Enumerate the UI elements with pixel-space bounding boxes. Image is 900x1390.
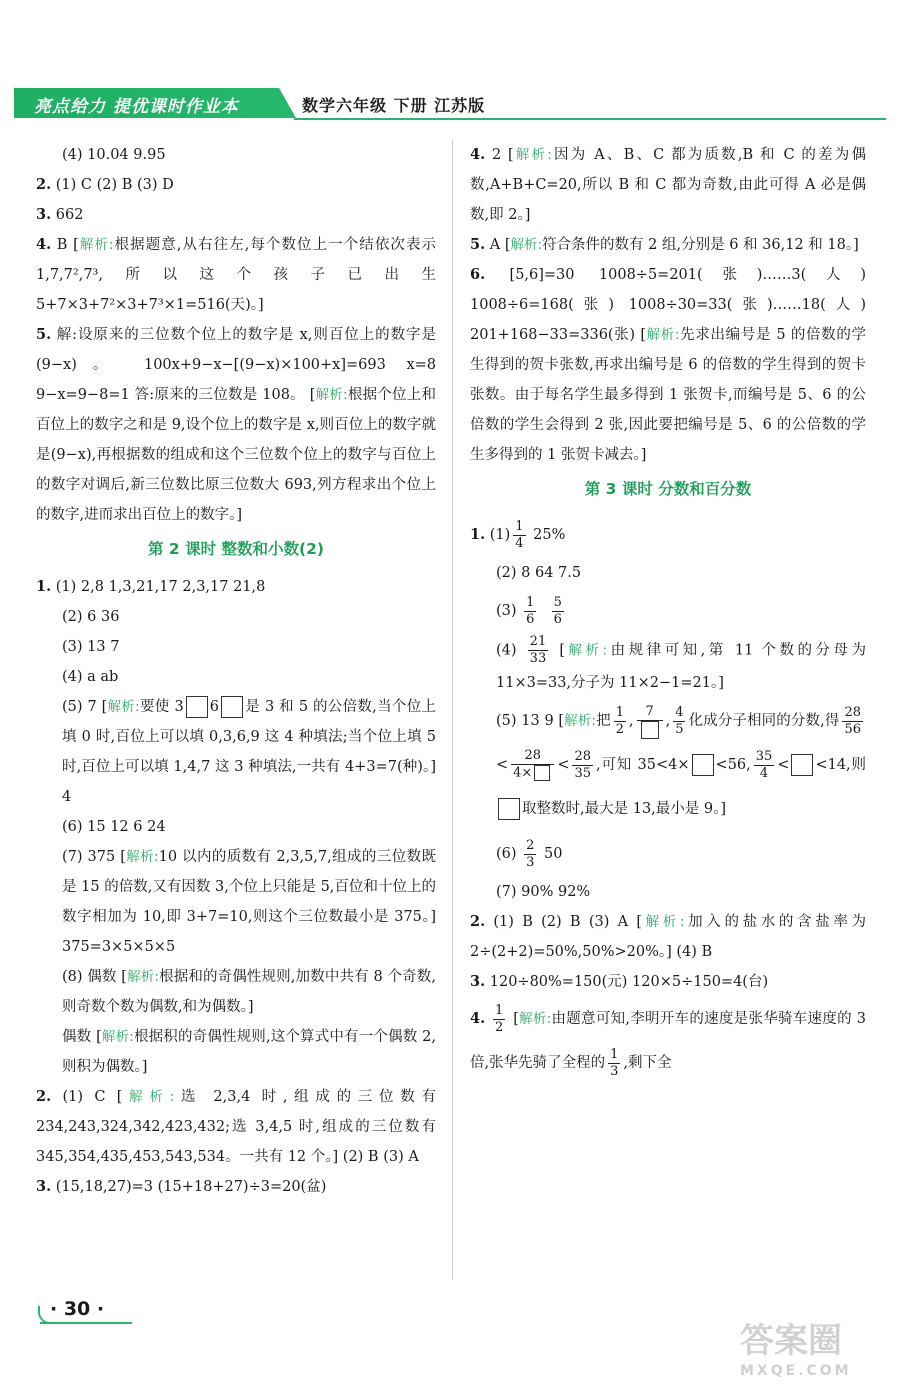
numerator: 4: [675, 704, 684, 720]
analysis-label: 解析:: [122, 1089, 175, 1105]
question-number: 1.: [470, 526, 486, 543]
analysis-label: 解析:: [315, 387, 348, 403]
fraction: [524, 838, 536, 871]
analysis-text: 取整数时,最大是 13,最小是 9。]: [522, 801, 727, 817]
analysis-label: 解析:: [642, 914, 685, 930]
analysis-label: 解析:: [101, 1029, 134, 1045]
numerator: 21: [529, 634, 547, 649]
numerator: 2: [526, 837, 535, 853]
footer-rule: [40, 1322, 132, 1324]
answer-text: (5) 7 [: [62, 699, 108, 715]
analysis-text: 根据题意,从右往左,每个数位上一个结依次表示 1,7,7²,7³,所以这个孩子已出生 5+7×3+7²×3+7³×1=516(天)。]: [36, 237, 437, 313]
answer-line: [36, 692, 436, 812]
answer-1: [470, 512, 866, 558]
numerator: 35: [755, 748, 773, 764]
fraction: [513, 519, 525, 552]
analysis-text: ,剩下全: [623, 1055, 672, 1071]
blank-box: [692, 754, 714, 776]
analysis-text: 根据和的奇偶性规则,加数中共有 8 个奇数,则奇数个数为偶数,和为偶数。]: [62, 969, 436, 1015]
question-number: 6.: [470, 266, 486, 283]
answer-text: (1): [485, 527, 511, 543]
denominator: 35: [574, 765, 592, 781]
answer-line: [470, 831, 866, 877]
analysis-label: 解析:: [513, 147, 552, 163]
analysis-text: ,可知 35<4×: [596, 757, 690, 773]
answer-line: [36, 842, 436, 962]
answer-text: (6): [496, 846, 517, 862]
blank-box: [221, 696, 243, 718]
answer-line: (7) 90% 92%: [496, 884, 591, 900]
fraction: [842, 705, 863, 738]
numerator: 1: [495, 1002, 504, 1018]
blank-box: [498, 798, 520, 820]
answer-text: (1) B (2) B (3) A [: [485, 914, 643, 930]
numerator: 5: [553, 594, 562, 610]
analysis-text: 是 3 和 5 的公倍数,当个位上填 0 时,百位上可以填 0,3,6,9 这 4 种填法;当个位上填 5 时,百位上可以填 1,4,7 这 3 种填法,一共有 4+3=7(种)。] 4: [62, 699, 436, 805]
answer-text: [: [551, 642, 565, 659]
fraction: [572, 749, 593, 782]
header-subtitle: 数学六年级 下册 江苏版: [302, 96, 486, 115]
answer-line: [36, 962, 436, 1022]
analysis-label: 解析:: [125, 849, 159, 865]
analysis-text: 化成分子相同的分数,得: [688, 713, 840, 729]
question-number: 4.: [470, 1010, 486, 1027]
watermark-sub: MXQE.COM: [740, 1363, 852, 1379]
right-column: [470, 140, 866, 1085]
answer-text: (1) C [: [51, 1089, 123, 1105]
answer-4: [36, 230, 436, 320]
analysis-label: 解析:: [107, 699, 140, 715]
analysis-text: 把: [595, 713, 611, 729]
page-header: [14, 88, 886, 120]
numerator: 1: [515, 518, 524, 534]
question-number: 2.: [36, 1088, 52, 1105]
numerator: 28: [511, 748, 554, 765]
answer-4: [470, 140, 866, 230]
answer-line: [470, 588, 866, 634]
numerator: 28: [844, 704, 862, 720]
analysis-text: <: [715, 757, 728, 773]
header-title: 亮点给力 提优课时作业本: [34, 97, 239, 117]
answer-6: [470, 260, 866, 470]
fraction: [754, 749, 775, 782]
answer-text: (1) C (2) B (3) D: [51, 177, 174, 193]
denominator: 3: [526, 854, 535, 870]
fraction: [608, 1047, 620, 1080]
numerator: 7: [637, 704, 663, 721]
denominator: 6: [553, 611, 562, 627]
page-number: · 30 ·: [50, 1298, 105, 1320]
answer-2: [470, 907, 866, 967]
fraction: [524, 595, 536, 628]
answer-text: [5,6]=30 1008÷5=201(张)……3(人) 1008÷6=168(张) 1008÷30=33(张)……18(人) 201+168−33=336(张) [: [470, 267, 866, 343]
analysis-text: 由规律可知,第 11 个数的分母为 11×3=33,分子为 11×2−1=21。]: [496, 642, 866, 691]
answer-4: [470, 997, 866, 1085]
answer-line: (5) 13 9 [解析:把 $\frac{1}{2}$ , 7 , $\frac{4}{5}$ 化成分子相同的分数,得 $\frac{28}{56}$ < $\frac{28}{4\times}$ < $\frac{28}{35}$ ,可知 35<4× <56, $\frac{35}{4}$ < <14,则取整数时,最大是 13,最小是 9。]: [470, 699, 866, 831]
analysis-text: <14,则: [815, 757, 866, 773]
answer-line: [36, 1022, 436, 1082]
answer-2: [36, 170, 436, 200]
answer-text: (4): [496, 642, 517, 659]
answer-text: B [: [51, 237, 79, 253]
analysis-text: 由题意可知,李明开车的速度是张华骑车速度的 3 倍,张华先骑了全程的: [470, 1011, 866, 1071]
answer-3: [470, 967, 866, 997]
answer-line: [470, 634, 866, 699]
answer-5: [470, 230, 866, 260]
header-rule: [294, 118, 886, 120]
fraction: [528, 634, 549, 667]
answer-text: 2 [: [485, 147, 514, 163]
analysis-text: <: [777, 757, 790, 773]
denominator: 2: [495, 1019, 504, 1035]
fraction: [637, 704, 663, 739]
answer-text: 662: [51, 207, 84, 223]
answer-text: (1) 2,8 1,3,21,17 2,3,17 21,8: [51, 579, 266, 595]
question-number: 1.: [36, 578, 52, 595]
question-number: 2.: [36, 176, 52, 193]
answer-text: A [: [485, 237, 511, 253]
fraction: [673, 705, 685, 738]
numerator: 1: [615, 704, 624, 720]
answer-line: (2) 8 64 7.5: [496, 565, 582, 581]
denominator: 33: [529, 651, 547, 666]
answer-text: (3): [496, 603, 517, 619]
answer-line: (4) a ab: [62, 669, 119, 685]
answer-line: (4) 10.04 9.95: [62, 147, 166, 163]
blank-box: [534, 765, 550, 781]
denominator: 2: [615, 721, 624, 737]
numerator: 1: [610, 1046, 619, 1062]
denominator-text: 4×: [513, 765, 533, 781]
analysis-text: 56,: [727, 757, 751, 773]
numerator: 1: [526, 594, 535, 610]
left-column: [36, 140, 436, 1202]
answer-text: 50: [539, 846, 563, 862]
analysis-text: 因为 A、B、C 都为质数,B 和 C 的差为偶数,A+B+C=20,所以 B 和 C 都为奇数,由此可得 A 必是偶数,即 2。]: [470, 147, 866, 223]
question-number: 4.: [470, 146, 486, 163]
analysis-label: 解析:: [510, 237, 543, 253]
denominator: 5: [675, 721, 684, 737]
answer-text: 120÷80%=150(元) 120×5÷150=4(台): [485, 974, 769, 990]
fraction: [552, 595, 564, 628]
analysis-text: 符合条件的数有 2 组,分别是 6 和 36,12 和 18。]: [542, 237, 859, 253]
section-title: 第 3 课时 分数和百分数: [584, 480, 752, 498]
question-number: 4.: [36, 236, 52, 253]
watermark-main: 答案圈: [740, 1321, 842, 1361]
fraction: [614, 705, 626, 738]
analysis-label: 解析:: [565, 642, 608, 659]
question-number: 3.: [36, 1178, 52, 1195]
answer-1: [36, 572, 436, 602]
denominator: 4: [759, 765, 769, 781]
denominator: [511, 765, 554, 782]
answer-text: 解:设原来的三位数个位上的数字是 x,则百位上的数字是(9−x)。 100x+9−x−[(9−x)×100+x]=693 x=8 9−x=9−8=1 答:原来的三位数是 108。 [: [36, 327, 436, 403]
watermark: [740, 1321, 890, 1382]
analysis-text: 根据积的奇偶性规则,这个算式中有一个偶数 2,则积为偶数。]: [62, 1029, 436, 1075]
answer-line: (6) 15 12 6 24: [62, 819, 166, 835]
answer-3: [36, 200, 436, 230]
analysis-text: 要使 3: [139, 699, 184, 715]
blank-box: [186, 696, 208, 718]
fraction: [511, 748, 554, 782]
answer-text: [: [508, 1011, 519, 1027]
blank-box: [791, 754, 813, 776]
denominator: 4: [515, 535, 524, 551]
answer-3: [36, 1172, 436, 1202]
question-number: 2.: [470, 913, 486, 930]
answer-line: (3) 13 7: [62, 639, 120, 655]
blank-box: [641, 721, 659, 739]
answer-text: (7) 375 [: [62, 849, 126, 865]
denominator: 6: [526, 611, 535, 627]
analysis-label: 解析:: [564, 713, 596, 729]
answer-text: 25%: [528, 527, 566, 543]
numerator: 28: [574, 748, 592, 764]
answer-text: 偶数 [: [62, 1029, 102, 1045]
fraction: [493, 1003, 505, 1036]
section-title: 第 2 课时 整数和小数(2): [148, 540, 324, 558]
question-number: 5.: [470, 236, 486, 253]
analysis-label: 解析:: [78, 237, 114, 253]
analysis-label: 解析:: [126, 969, 159, 985]
analysis-text: 6: [209, 699, 219, 715]
denominator: 3: [610, 1063, 619, 1079]
answer-5: [36, 320, 436, 530]
analysis-label: 解析:: [645, 327, 680, 343]
answer-text: (15,18,27)=3 (15+18+27)÷3=20(盆): [51, 1179, 327, 1195]
column-divider: [452, 140, 453, 1280]
answer-text: (8) 偶数 [: [62, 969, 127, 985]
analysis-label: 解析:: [518, 1011, 552, 1027]
analysis-text: 先求出编号是 5 的倍数的学生得到的贺卡张数,再求出编号是 6 的倍数的学生得到的贺卡张数。由于每名学生最多得到 1 张贺卡,而编号是 5、6 的公倍数的学生会得到 2 张,因此要把编号是 5、6 的公倍数的学生多得到的 1 张贺卡减去。]: [470, 327, 866, 463]
question-number: 5.: [36, 326, 52, 343]
denominator: [637, 721, 663, 739]
answer-2: [36, 1082, 436, 1172]
answer-line: (2) 6 36: [62, 609, 120, 625]
analysis-text: 10 以内的质数有 2,3,5,7,组成的三位数既是 15 的倍数,又有因数 3,个位上只能是 5,百位和十位上的数字相加为 10,即 3+7=10,则这个三位数最小是 375。] 375=3×5×5×5: [62, 849, 436, 955]
denominator: 56: [844, 721, 862, 737]
question-number: 3.: [36, 206, 52, 223]
analysis-text: 根据个位上和百位上的数字之和是 9,设个位上的数字是 x,则百位上的数字就是(9−x),再根据数的组成和这个三位数个位上的数字与百位上的数字对调后,新三位数比原三位数大 693,列方程求出个位上的数字,进而求出百位上的数字。]: [36, 387, 436, 523]
analysis-text: 选 2,3,4 时,组成的三位数有 234,243,324,342,423,432;选 3,4,5 时,组成的三位数有 345,354,435,453,543,534。一共有 12 个。] (2) B (3) A: [36, 1089, 436, 1165]
answer-text: (5) 13 9 [: [496, 713, 565, 729]
analysis-text: 加入的盐水的含盐率为 2÷(2+2)=50%,50%>20%。] (4) B: [470, 914, 866, 960]
question-number: 3.: [470, 973, 486, 990]
